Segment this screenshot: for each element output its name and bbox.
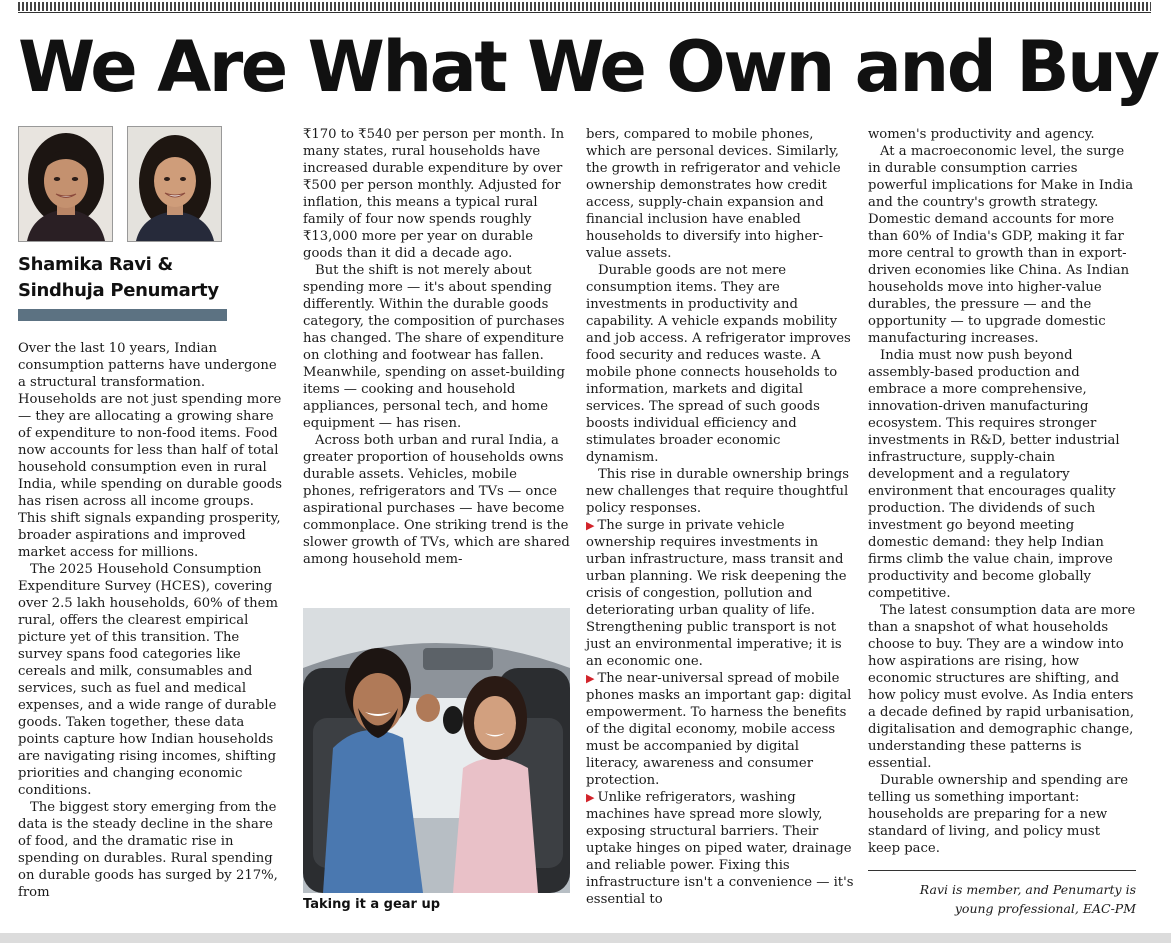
author-credit <box>868 880 1136 918</box>
author-photo-sindhuja <box>127 126 222 242</box>
column-3 <box>586 126 856 908</box>
byline-line-1: Shamika Ravi & <box>18 254 173 275</box>
paragraph: Durable goods are not mere consumption items. They are investments in productivity and capability. A vehicle expands mobility and job access. A refrigerator improves food security and reduces waste. A mobile phone connects households to information, markets and digital services. The spread of such goods boosts individual efficiency and stimulates broader economic dynamism. <box>586 263 851 465</box>
bullet-text: The surge in private vehicle ownership requires investments in urban infrastructure, mass transit and urban planning. We risk deepening the crisis of congestion, pollution and deteriorating urban quality of life. Strengthening public transport is not just an environmental imperative; it is an economic one. <box>586 518 847 669</box>
bullet-triangle-icon: ▶ <box>586 672 595 685</box>
paragraph: ₹170 to ₹540 per person per month. In many states, rural households have increased durable expenditure by over ₹500 per person monthly. Adjusted for inflation, this means a typical rural family of four now spends roughly ₹13,000 more per year on durable goods than it did a decade ago. <box>303 127 565 261</box>
bullet-text: Unlike refrigerators, washing machines have spread more slowly, exposing structural barriers. Their uptake hinges on piped water, drainage and reliable power. Fixing this infrastructure isn't a convenience — it's essential to <box>586 790 854 907</box>
paragraph: The latest consumption data are more than a snapshot of what households choose to buy. They are a window into how aspirations are rising, how economic structures are shifting, and how policy must evolve. As India enters a decade defined by rapid urbanisation, digitalisation and demographic change, understanding these patterns is essential. <box>868 603 1136 771</box>
paragraph: The 2025 Household Consumption Expenditure Survey (HCES), covering over 2.5 lakh households, 60% of them rural, offers the clearest empirical picture yet of this transition. The survey spans food categories like cereals and milk, consumables and services, such as fuel and medical expenses, and a wide range of durable goods. Taken together, these data points capture how Indian households are navigating rising incomes, shifting priorities and changing economic conditions. <box>18 562 278 798</box>
credit-line-2: young professional, EAC-PM <box>954 901 1136 916</box>
bullet-triangle-icon: ▶ <box>586 519 595 532</box>
byline-bar <box>18 309 227 321</box>
photo-caption: Taking it a gear up <box>303 897 441 912</box>
paragraph: Durable ownership and spending are telling us something important: households are preparing for a new standard of living, and policy must keep pace. <box>868 773 1129 856</box>
column-2 <box>303 126 571 568</box>
author-photo-shamika <box>18 126 113 242</box>
paragraph: But the shift is not merely about spending more — it's about spending differently. Within the durable goods category, the composition of purchases has changed. The share of expenditure on clothing and footwear has fallen. Meanwhile, spending on asset-building items — cooking and household appliances, personal tech, and home equipment — has risen. <box>303 263 565 431</box>
paragraph: The biggest story emerging from the data is the steady decline in the share of food, and the dramatic rise in spending on durables. Rural spending on durable goods has surged by 217%, from <box>18 800 278 900</box>
bullet-point <box>586 789 856 908</box>
paragraph: Across both urban and rural India, a greater proportion of households owns durable assets. Vehicles, mobile phones, refrigerators and TVs — once aspirational purchases — have become commonplace. One striking trend is the slower growth of TVs, which are shared among household mem- <box>303 433 570 567</box>
byline-line-2: Sindhuja Penumarty <box>18 280 219 301</box>
bullet-point <box>586 670 856 789</box>
car-photo <box>303 608 570 893</box>
top-rule <box>18 2 1151 11</box>
bullet-text: The near-universal spread of mobile phones masks an important gap: digital empowerment. To harness the benefits of the digital economy, mobile access must be accompanied by digital literacy, awareness and consumer protection. <box>586 671 852 788</box>
credit-divider <box>868 870 1136 871</box>
bullet-triangle-icon: ▶ <box>586 791 595 804</box>
byline <box>18 252 219 304</box>
headline: We Are What We Own and Buy <box>18 26 1158 108</box>
bottom-strip <box>0 933 1171 943</box>
bullet-point <box>586 517 856 670</box>
column-1 <box>18 340 286 901</box>
paragraph: women's productivity and agency. <box>868 127 1095 142</box>
column-4 <box>868 126 1136 857</box>
paragraph: India must now push beyond assembly-based production and embrace a more comprehensive, innovation-driven manufacturing ecosystem. This requires stronger investments in R&D, better industrial infrastructure, supply-chain development and a regulatory environment that encourages quality production. The dividends of such investment go beyond meeting domestic demand: they help Indian firms climb the value chain, improve productivity and become globally competitive. <box>868 348 1120 601</box>
paragraph: bers, compared to mobile phones, which are personal devices. Similarly, the growth in refrigerator and vehicle ownership demonstrates how credit access, supply-chain expansion and financial inclusion have enabled households to diversify into higher-value assets. <box>586 127 841 261</box>
paragraph: This rise in durable ownership brings new challenges that require thoughtful policy responses. <box>586 467 850 516</box>
credit-line-1: Ravi is member, and Penumarty is <box>919 882 1136 897</box>
paragraph: At a macroeconomic level, the surge in durable consumption carries powerful implications for Make in India and the country's growth strategy. Domestic demand accounts for more than 60% of India's GDP, making it far more central to growth than in export-driven economies like China. As Indian households move into higher-value durables, the pressure — and the opportunity — to upgrade domestic manufacturing increases. <box>868 144 1134 346</box>
paragraph: Over the last 10 years, Indian consumption patterns have undergone a structural transformation. Households are not just spending more — they are allocating a growing share of expenditure to non-food items. Food now accounts for less than half of total household consumption even in rural India, while spending on durable goods has risen across all income groups. This shift signals expanding prosperity, broader aspirations and improved market access for millions. <box>18 341 283 560</box>
